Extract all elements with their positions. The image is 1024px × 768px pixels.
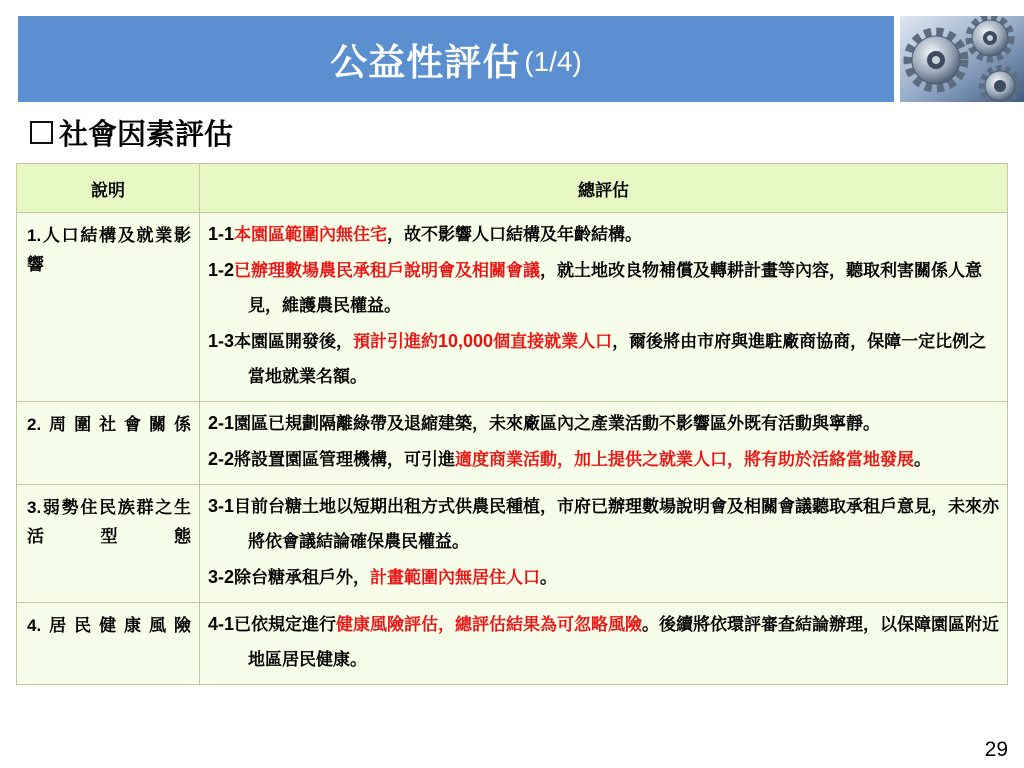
category-cell	[17, 402, 200, 485]
item-code: 1-2	[208, 260, 235, 280]
item-code: 2-1	[208, 413, 235, 433]
highlight-text: 個直接就業人口	[493, 332, 613, 352]
highlight-text: 健康風險評估，總評估結果為可忽略風險	[336, 615, 643, 635]
checkbox-icon	[30, 121, 53, 144]
item-code: 4-1	[208, 614, 235, 634]
category-label	[27, 611, 191, 641]
assessment-item	[208, 217, 1001, 253]
item-text: 將設置園區管理機構，可引進	[234, 450, 456, 470]
category-text: 人口結構及就業影響	[27, 226, 191, 275]
assessment-table	[16, 163, 1008, 685]
table-row	[17, 213, 1008, 402]
assessment-item	[208, 442, 1001, 478]
assessment-item	[208, 560, 1001, 596]
category-cell	[17, 603, 200, 685]
assessment-item	[208, 607, 1001, 678]
item-text: 。後續將依環評審查結論辦理，以保障園區附近地區居民健康。	[248, 615, 1000, 670]
item-code: 3-1	[208, 496, 235, 516]
highlight-text: 預計引進約	[353, 332, 439, 352]
category-number: 1.	[27, 226, 42, 245]
item-text: 本園區開發後，	[234, 332, 354, 352]
section-heading	[30, 110, 233, 154]
table-row	[17, 603, 1008, 685]
category-cell	[17, 485, 200, 603]
slide-title: 公益性評估	[330, 41, 521, 84]
assessment-cell	[200, 603, 1008, 685]
item-text: 目前台糖土地以短期出租方式供農民種植，市府已辦理數場說明會及相關會議聽取承租戶意見，未來亦將依會議結論確保農民權益。	[234, 497, 1000, 552]
category-number: 4.	[27, 616, 42, 635]
item-text: 已依規定進行	[234, 615, 337, 635]
highlight-text: 本園區範圍內無住宅	[234, 225, 388, 245]
slide-title-suffix: (1/4)	[524, 46, 582, 77]
item-code: 1-1	[208, 224, 235, 244]
category-text: 居民健康風險	[41, 616, 191, 636]
table-row	[17, 485, 1008, 603]
item-text: 除台糖承租戶外，	[234, 568, 371, 588]
assessment-item	[208, 489, 1001, 560]
highlight-text: 適度商業活動，加上提供之就業人口，將有助於活絡當地發展	[455, 450, 915, 470]
item-text: 。	[914, 450, 932, 470]
header-cell-description: 說明	[17, 164, 200, 213]
item-text: ，就土地改良物補償及轉耕計畫等內容，聽取利害關係人意見，維護農民權益。	[248, 261, 983, 316]
highlight-text: 計畫範圍內無居住人口	[370, 568, 541, 588]
table-row	[17, 402, 1008, 485]
category-label	[27, 493, 191, 552]
assessment-item	[208, 253, 1001, 324]
category-text: 弱勢住民族群之生活型態	[27, 498, 191, 547]
assessment-item	[208, 324, 1001, 395]
title-bar	[18, 16, 894, 102]
item-text: 園區已規劃隔離綠帶及退縮建築，未來廠區內之產業活動不影響區外既有活動與寧靜。	[234, 414, 881, 434]
category-cell	[17, 213, 200, 402]
table-header-row	[17, 164, 1008, 213]
category-number: 3.	[27, 498, 42, 517]
item-code: 2-2	[208, 449, 235, 469]
item-text: 。	[540, 568, 558, 588]
highlight-text: 10,000	[438, 331, 494, 351]
page-number: 29	[984, 738, 1008, 761]
category-text: 周圍社會關係	[41, 415, 191, 435]
assessment-cell	[200, 402, 1008, 485]
item-text: ，爾後將由市府與進駐廠商協商，保障一定比例之當地就業名額。	[248, 332, 987, 387]
assessment-cell	[200, 485, 1008, 603]
section-heading-text: 社會因素評估	[59, 116, 234, 151]
highlight-text: 已辦理數場農民承租戶說明會及相關會議	[234, 261, 541, 281]
header-cell-assessment: 總評估	[200, 164, 1008, 213]
assessment-item	[208, 406, 1001, 442]
item-code: 1-3	[208, 331, 235, 351]
item-code: 3-2	[208, 567, 235, 587]
item-text: ，故不影響人口結構及年齡結構。	[387, 225, 643, 245]
assessment-cell	[200, 213, 1008, 402]
category-number: 2.	[27, 415, 42, 434]
category-label	[27, 410, 191, 440]
gear-icon	[900, 16, 1024, 102]
category-label	[27, 221, 191, 280]
